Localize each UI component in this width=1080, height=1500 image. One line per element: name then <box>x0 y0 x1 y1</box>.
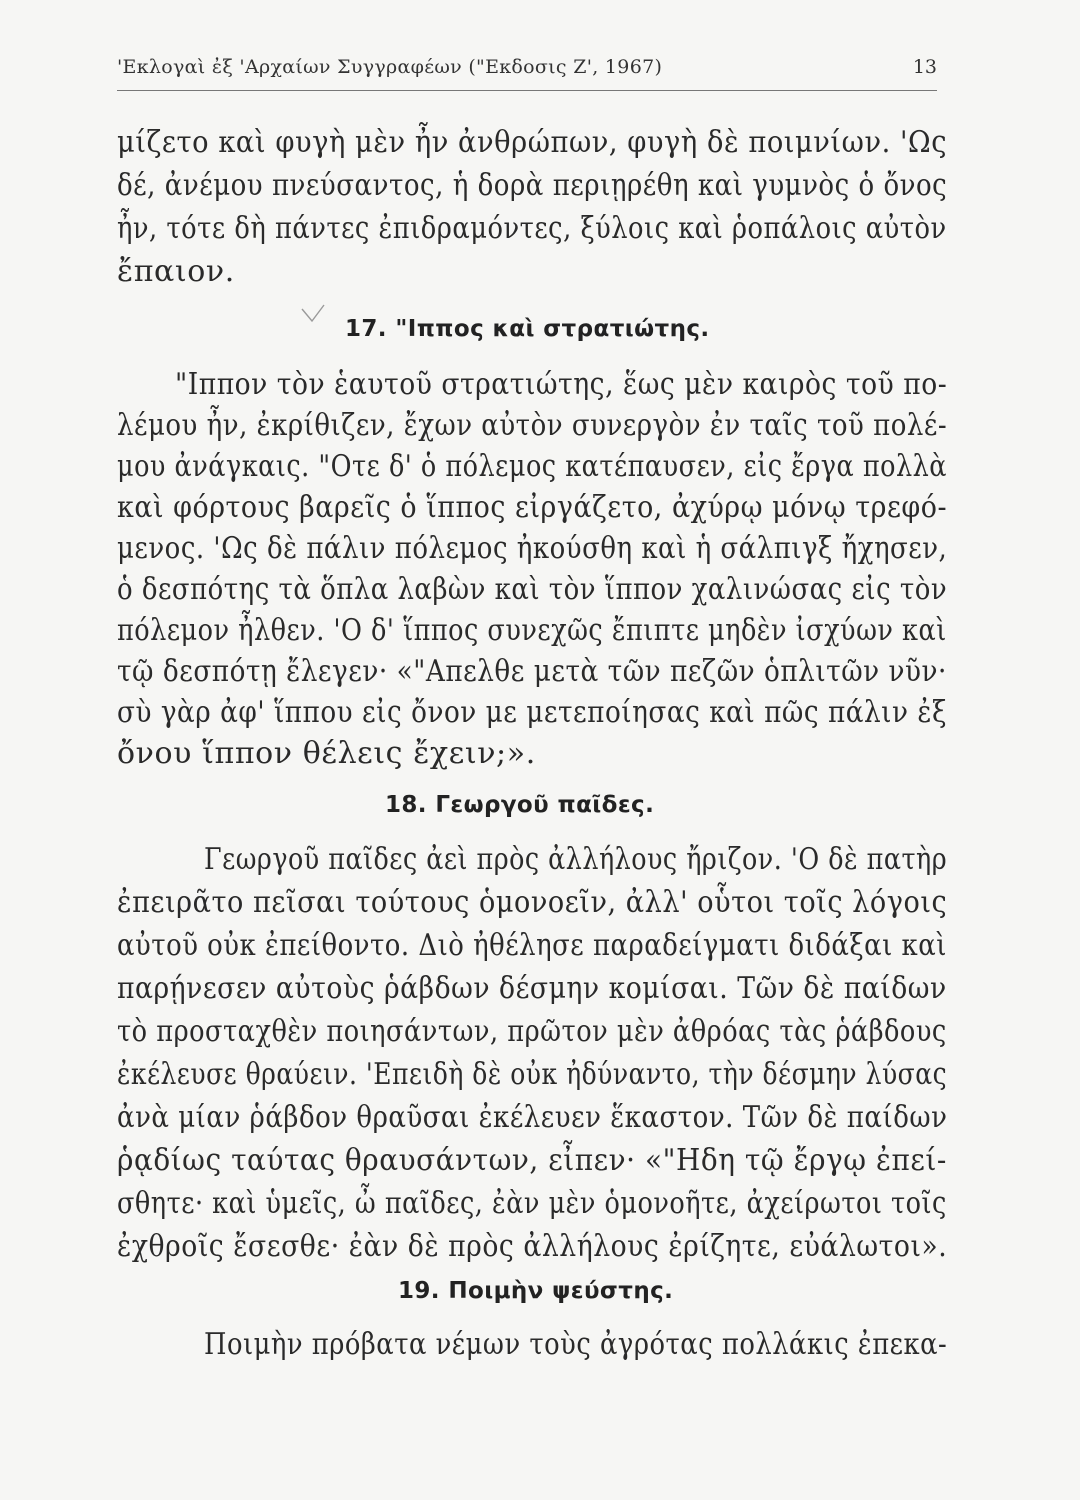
text-line: ὄνου ἵππον θέλεις ἔχειν;». <box>117 736 536 771</box>
page-number: 13 <box>912 56 937 78</box>
section-heading-17: 17. "Ιππος καὶ στρατιώτης. <box>345 316 710 342</box>
text-line: μου ἀνάγκαις. "Οτε δ' ὁ πόλεμος κατέπαυσεν, εἰς ἔργα πολλὰ <box>117 449 948 484</box>
text-line: τῷ δεσπότῃ ἔλεγεν· «"Απελθε μετὰ τῶν πεζῶν ὁπλιτῶν νῦν· <box>117 654 947 689</box>
text-line: δέ, ἀνέμου πνεύσαντος, ἡ δορὰ περιῃρέθη καὶ γυμνὸς ὁ ὄνος <box>117 168 948 203</box>
text-line: μίζετο καὶ φυγὴ μὲν ἦν ἀνθρώπων, φυγὴ δὲ ποιμνίων. 'Ως <box>117 125 948 160</box>
section-heading-19: 19. Ποιμὴν ψεύστης. <box>398 1278 674 1304</box>
text-line: ῥᾳδίως ταύτας θραυσάντων, εἶπεν· «"Ηδη τῷ ἔργῳ ἐπεί- <box>117 1143 947 1178</box>
text-line: "Ιππον τὸν ἑαυτοῦ στρατιώτης, ἕως μὲν καιρὸς τοῦ πο- <box>175 367 948 402</box>
running-title: 'Εκλογαὶ ἐξ 'Αρχαίων Συγγραφέων ("Εκδοσις Ζ', 1967) <box>117 56 663 78</box>
text-line: ἔπαιον. <box>117 254 235 289</box>
text-line: καὶ φόρτους βαρεῖς ὁ ἵππος εἰργάζετο, ἀχύρῳ μόνῳ τρεφό- <box>117 490 948 525</box>
text-line: αὐτοῦ οὐκ ἐπείθοντο. Διὸ ἠθέλησε παραδείγματι διδάξαι καὶ <box>117 928 947 963</box>
text-line: ἀνὰ μίαν ῥάβδον θραῦσαι ἐκέλευεν ἕκαστον. Τῶν δὲ παίδων <box>117 1100 948 1135</box>
text-line: ἐκέλευσε θραύειν. 'Επειδὴ δὲ οὐκ ἠδύναντο, τὴν δέσμην λύσας <box>117 1057 948 1092</box>
text-line: πόλεμον ἦλθεν. 'Ο δ' ἵππος συνεχῶς ἔπιπτε μηδὲν ἰσχύων καὶ <box>117 613 947 648</box>
text-line: Γεωργοῦ παῖδες ἀεὶ πρὸς ἀλλήλους ἤριζον. 'Ο δὲ πατὴρ <box>204 842 948 877</box>
text-line: λέμου ἦν, ἐκρίθιζεν, ἔχων αὐτὸν συνεργὸν ἐν ταῖς τοῦ πολέ- <box>117 408 948 443</box>
text-line: παρῄνεσεν αὐτοὺς ῥάβδων δέσμην κομίσαι. Τῶν δὲ παίδων <box>117 971 947 1006</box>
text-line: ἐπειρᾶτο πεῖσαι τούτους ὁμονοεῖν, ἀλλ' οὗτοι τοῖς λόγοις <box>117 885 948 920</box>
text-line: μενος. 'Ως δὲ πάλιν πόλεμος ἠκούσθη καὶ ἡ σάλπιγξ ἤχησεν, <box>117 531 948 566</box>
text-line: τὸ προσταχθὲν ποιησάντων, πρῶτον μὲν ἀθρόας τὰς ῥάβδους <box>117 1014 947 1049</box>
text-line: σθητε· καὶ ὑμεῖς, ὦ παῖδες, ἐὰν μὲν ὁμονοῆτε, ἀχείρωτοι τοῖς <box>117 1186 947 1221</box>
pencil-mark-icon <box>300 303 328 327</box>
text-line: σὺ γὰρ ἀφ' ἵππου εἰς ὄνον με μετεποίησας καὶ πῶς πάλιν ἐξ <box>117 695 947 730</box>
section-heading-18: 18. Γεωργοῦ παῖδες. <box>385 792 655 818</box>
running-header <box>117 50 937 91</box>
text-line: ὁ δεσπότης τὰ ὅπλα λαβὼν καὶ τὸν ἵππον χαλινώσας εἰς τὸν <box>117 572 948 607</box>
text-line: Ποιμὴν πρόβατα νέμων τοὺς ἀγρότας πολλάκις ἐπεκα- <box>204 1327 948 1362</box>
text-line: ἐχθροῖς ἔσεσθε· ἐὰν δὲ πρὸς ἀλλήλους ἐρίζητε, εὐάλωτοι». <box>117 1229 948 1264</box>
text-line: ἦν, τότε δὴ πάντες ἐπιδραμόντες, ξύλοις καὶ ῥοπάλοις αὐτὸν <box>117 211 947 246</box>
